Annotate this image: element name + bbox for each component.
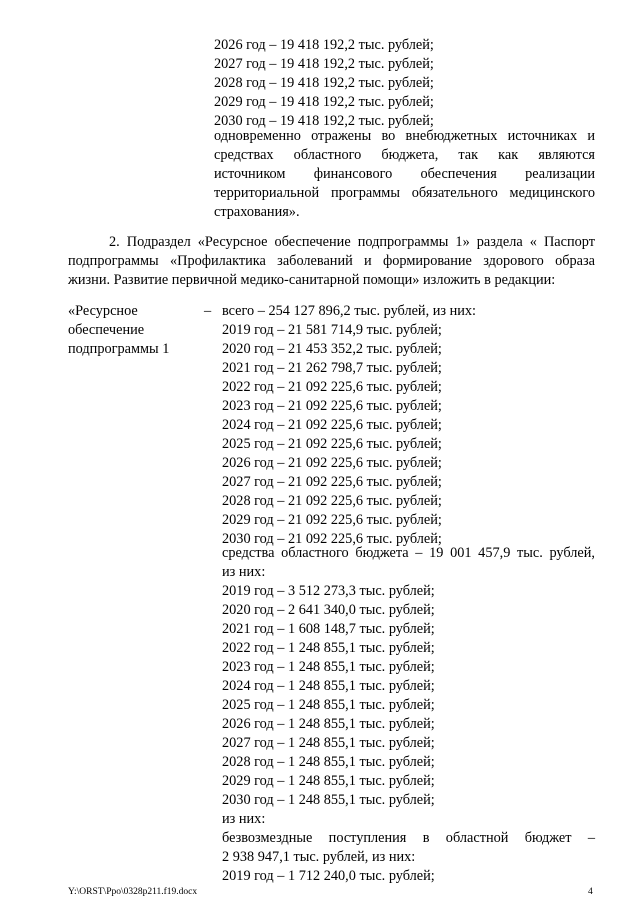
year-line: 2028 год – 19 418 192,2 тыс. рублей; bbox=[214, 75, 434, 91]
paragraph-line: жизни. Развитие первичной медико-санитарной помощи» изложить в редакции: bbox=[68, 272, 556, 288]
note-line: источником финансового обеспечения реализации bbox=[214, 166, 595, 182]
file-path-footer: Y:\ORST\Ppo\0328p211.f19.docx bbox=[68, 887, 198, 897]
year-line: 2027 год – 19 418 192,2 тыс. рублей; bbox=[214, 56, 434, 72]
year-line: 2024 год – 21 092 225,6 тыс. рублей; bbox=[222, 417, 442, 433]
resource-label-line: «Ресурсное bbox=[68, 303, 138, 319]
year-line: 2023 год – 1 248 855,1 тыс. рублей; bbox=[222, 659, 435, 675]
page-number: 4 bbox=[588, 887, 593, 897]
year-line: 2028 год – 21 092 225,6 тыс. рублей; bbox=[222, 493, 442, 509]
year-line: 2026 год – 21 092 225,6 тыс. рублей; bbox=[222, 455, 442, 471]
year-line: 2025 год – 1 248 855,1 тыс. рублей; bbox=[222, 697, 435, 713]
paragraph-line: подпрограммы «Профилактика заболеваний и формирование здорового образа bbox=[68, 253, 595, 269]
resource-label-line: подпрограммы 1 bbox=[68, 341, 170, 357]
gratuitous-receipts-line: 2 938 947,1 тыс. рублей, из них: bbox=[222, 849, 416, 865]
year-line: 2019 год – 21 581 714,9 тыс. рублей; bbox=[222, 322, 442, 338]
year-line: 2027 год – 21 092 225,6 тыс. рублей; bbox=[222, 474, 442, 490]
resource-label-line: обеспечение bbox=[68, 322, 145, 338]
year-line: 2019 год – 3 512 273,3 тыс. рублей; bbox=[222, 583, 435, 599]
total-funding-line: всего – 254 127 896,2 тыс. рублей, из них: bbox=[222, 303, 477, 319]
year-line: 2030 год – 21 092 225,6 тыс. рублей; bbox=[222, 531, 442, 547]
year-line: 2027 год – 1 248 855,1 тыс. рублей; bbox=[222, 735, 435, 751]
paragraph-line: 2. Подраздел «Ресурсное обеспечение подпрограммы 1» раздела « Паспорт bbox=[109, 234, 595, 250]
year-line: 2021 год – 21 262 798,7 тыс. рублей; bbox=[222, 360, 442, 376]
of-them-line: из них: bbox=[222, 811, 266, 827]
year-line: 2020 год – 21 453 352,2 тыс. рублей; bbox=[222, 341, 442, 357]
year-line: 2029 год – 1 248 855,1 тыс. рублей; bbox=[222, 773, 435, 789]
of-them-line: из них: bbox=[222, 564, 266, 580]
year-line: 2026 год – 19 418 192,2 тыс. рублей; bbox=[214, 37, 434, 53]
year-line: 2028 год – 1 248 855,1 тыс. рублей; bbox=[222, 754, 435, 770]
note-line: средствах областного бюджета, так как являются bbox=[214, 147, 595, 163]
year-line: 2029 год – 21 092 225,6 тыс. рублей; bbox=[222, 512, 442, 528]
year-line: 2030 год – 1 248 855,1 тыс. рублей; bbox=[222, 792, 435, 808]
year-line: 2019 год – 1 712 240,0 тыс. рублей; bbox=[222, 868, 435, 884]
year-line: 2024 год – 1 248 855,1 тыс. рублей; bbox=[222, 678, 435, 694]
year-line: 2030 год – 19 418 192,2 тыс. рублей; bbox=[214, 113, 434, 129]
year-line: 2026 год – 1 248 855,1 тыс. рублей; bbox=[222, 716, 435, 732]
regional-budget-line: средства областного бюджета – 19 001 457,9 тыс. рублей, bbox=[222, 545, 595, 561]
gratuitous-receipts-line: безвозмездные поступления в областной бюджет – bbox=[222, 830, 595, 846]
year-line: 2025 год – 21 092 225,6 тыс. рублей; bbox=[222, 436, 442, 452]
year-line: 2022 год – 1 248 855,1 тыс. рублей; bbox=[222, 640, 435, 656]
year-line: 2022 год – 21 092 225,6 тыс. рублей; bbox=[222, 379, 442, 395]
label-dash: – bbox=[204, 303, 212, 319]
year-line: 2021 год – 1 608 148,7 тыс. рублей; bbox=[222, 621, 435, 637]
note-line: страхования». bbox=[214, 204, 300, 220]
year-line: 2023 год – 21 092 225,6 тыс. рублей; bbox=[222, 398, 442, 414]
year-line: 2020 год – 2 641 340,0 тыс. рублей; bbox=[222, 602, 435, 618]
note-line: территориальной программы обязательного медицинского bbox=[214, 185, 595, 201]
note-line: одновременно отражены во внебюджетных источниках и bbox=[214, 128, 595, 144]
year-line: 2029 год – 19 418 192,2 тыс. рублей; bbox=[214, 94, 434, 110]
